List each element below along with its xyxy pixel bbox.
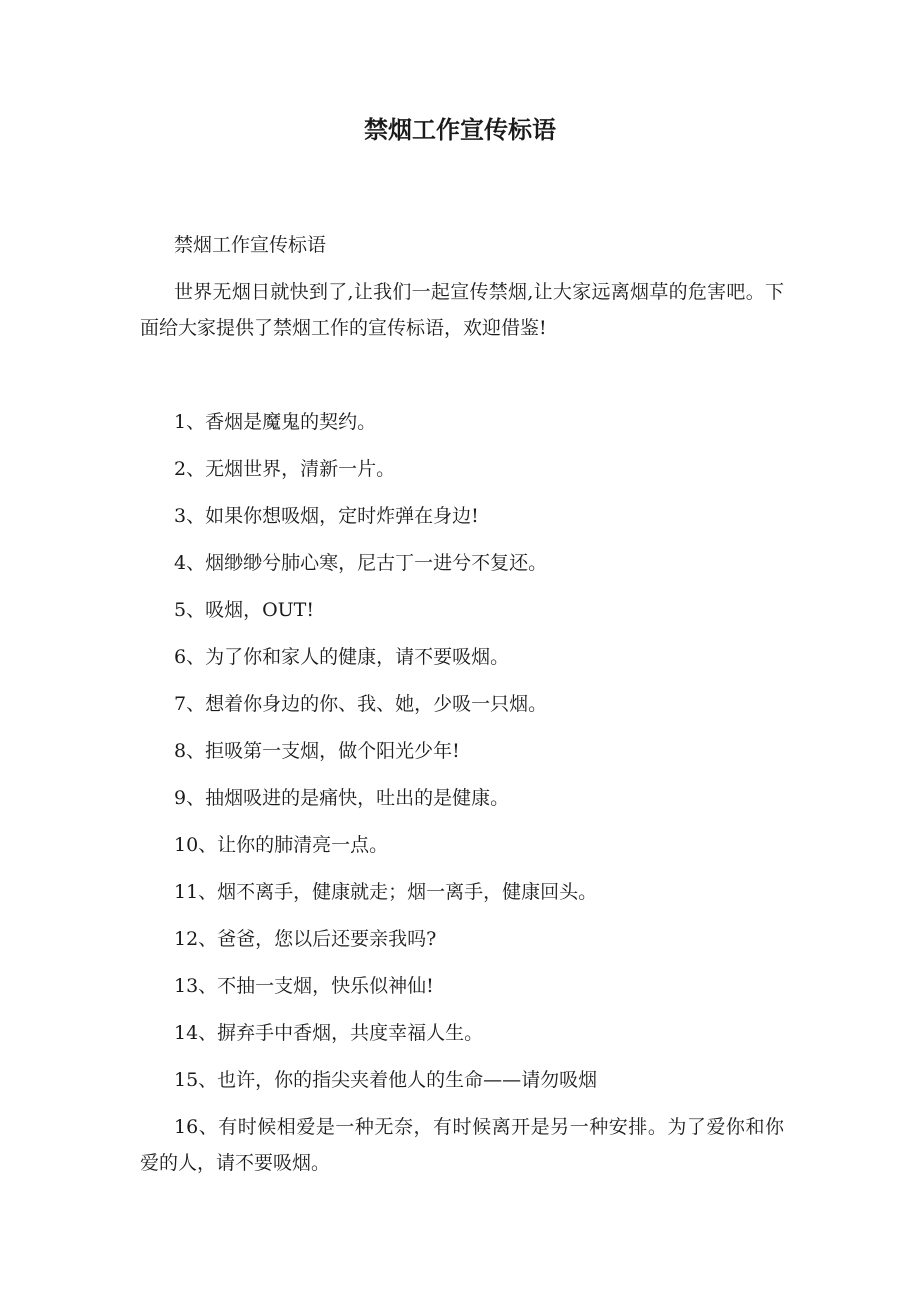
slogan-item: 12、爸爸，您以后还要亲我吗?: [174, 928, 437, 950]
slogan-list: [140, 404, 784, 1181]
document-body: [140, 227, 784, 1192]
slogan-item: 4、烟缈缈兮肺心寒，尼古丁一进兮不复还。: [174, 552, 548, 574]
slogan-item: 8、拒吸第一支烟，做个阳光少年!: [174, 740, 460, 762]
document-subtitle: 禁烟工作宣传标语: [174, 234, 327, 256]
slogan-item: 3、如果你想吸烟，定时炸弹在身边!: [174, 505, 479, 527]
slogan-item: 16、有时候相爱是一种无奈，有时候离开是另一种安排。为了爱你和你爱的人，请不要吸烟。: [140, 1116, 784, 1174]
document-title: 禁烟工作宣传标语: [364, 115, 556, 144]
slogan-item: 1、香烟是魔鬼的契约。: [174, 411, 377, 433]
slogan-item: 2、无烟世界，清新一片。: [174, 458, 396, 480]
slogan-item: 6、为了你和家人的健康，请不要吸烟。: [174, 646, 510, 668]
slogan-item: 14、摒弃手中香烟，共度幸福人生。: [174, 1022, 484, 1044]
slogan-item: 9、抽烟吸进的是痛快，吐出的是健康。: [174, 787, 510, 809]
slogan-item: 15、也许，你的指尖夹着他人的生命——请勿吸烟: [174, 1069, 598, 1091]
slogan-item: 5、吸烟，OUT!: [174, 599, 314, 621]
slogan-item: 7、想着你身边的你、我、她，少吸一只烟。: [174, 693, 548, 715]
slogan-item: 11、烟不离手，健康就走；烟一离手，健康回头。: [174, 881, 598, 903]
slogan-item: 10、让你的肺清亮一点。: [174, 834, 389, 856]
slogan-item: 13、不抽一支烟，快乐似神仙!: [174, 975, 434, 997]
intro-paragraph: 世界无烟日就快到了,让我们一起宣传禁烟,让大家远离烟草的危害吧。下面给大家提供了禁烟工作的宣传标语，欢迎借鉴!: [140, 281, 784, 339]
